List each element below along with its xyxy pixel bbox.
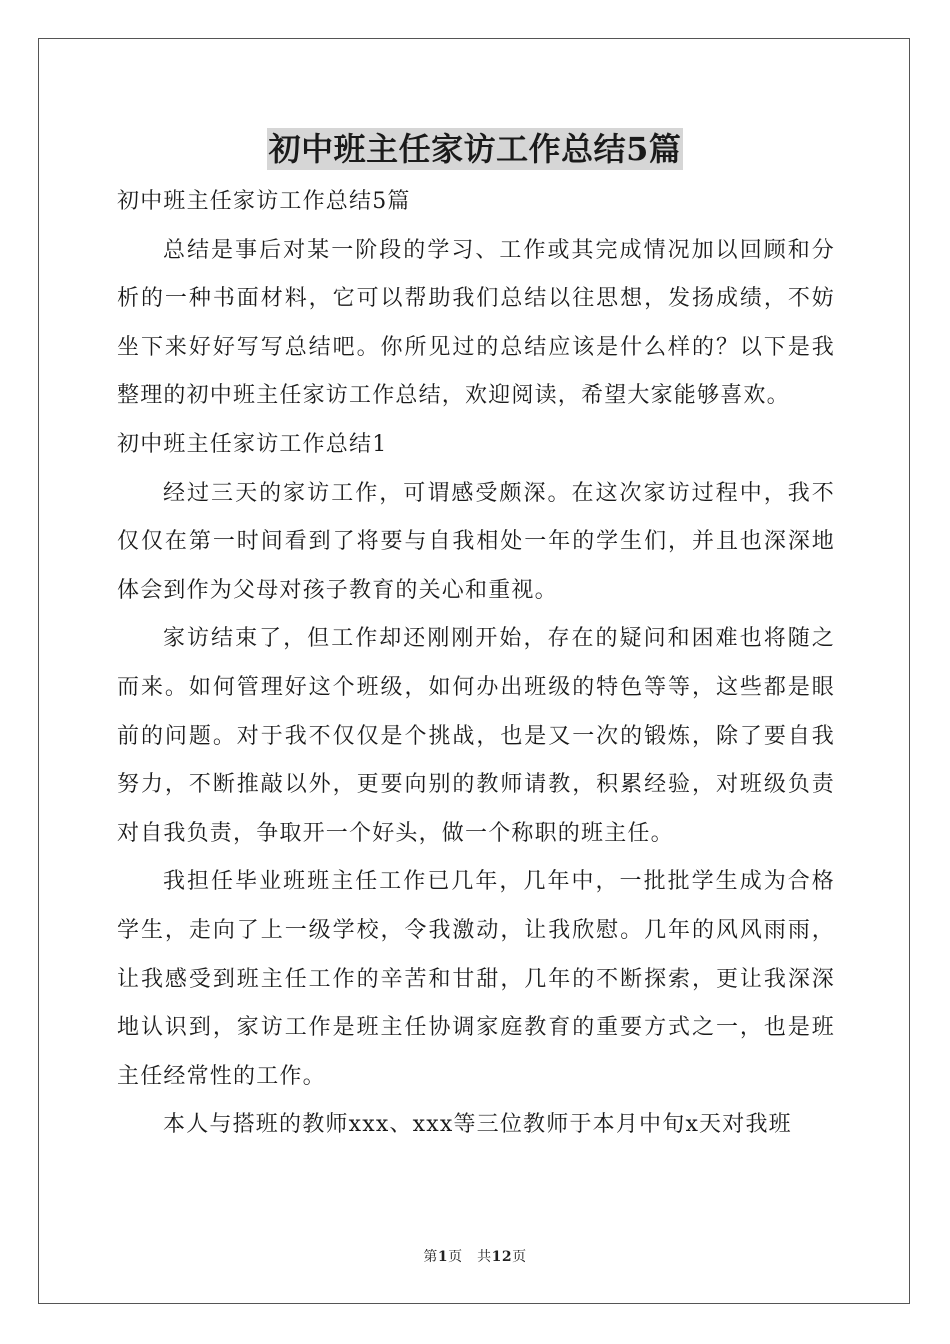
paragraph: 家访结束了，但工作却还刚刚开始，存在的疑问和困难也将随之而来。如何管理好这个班级，如何办出班级的特色等等，这些都是眼前的问题。对于我不仅仅是个挑战，也是又一次的锻炼，除了要自我努力，不断推敲以外，更要向别的教师请教，积累经验，对班级负责对自我负责，争取开一个好头，做一个称职的班主任。 <box>117 626 835 846</box>
footer-page-suffix: 页 共 <box>448 1249 492 1265</box>
paragraph-subtitle: 初中班主任家访工作总结5篇 <box>117 189 411 214</box>
section-heading-1: 初中班主任家访工作总结1 <box>117 431 388 457</box>
footer-page-number: 1 <box>437 1249 449 1265</box>
document-body <box>117 178 835 1150</box>
footer-total-pages: 12 <box>491 1249 513 1265</box>
document-title: 初中班主任家访工作总结5篇 <box>268 130 682 168</box>
footer-prefix: 第 <box>423 1249 438 1265</box>
paragraph: 本人与搭班的教师xxx、xxx等三位教师于本月中旬x天对我班 <box>163 1112 792 1138</box>
page-footer <box>0 1246 950 1266</box>
paragraph: 我担任毕业班班主任工作已几年，几年中，一批批学生成为合格学生，走向了上一级学校，令我激动，让我欣慰。几年的风风雨雨，让我感受到班主任工作的辛苦和甘甜，几年的不断探索，更让我深深地认识到，家访工作是班主任协调家庭教育的重要方式之一，也是班主任经常性的工作。 <box>117 869 835 1089</box>
paragraph-intro: 总结是事后对某一阶段的学习、工作或其完成情况加以回顾和分析的一种书面材料，它可以帮助我们总结以往思想，发扬成绩，不妨坐下来好好写写总结吧。你所见过的总结应该是什么样的？以下是我整理的初中班主任家访工作总结，欢迎阅读，希望大家能够喜欢。 <box>117 237 835 409</box>
title-wrap <box>0 128 950 170</box>
footer-total-suffix: 页 <box>512 1249 527 1265</box>
paragraph: 经过三天的家访工作，可谓感受颇深。在这次家访过程中，我不仅仅在第一时间看到了将要与自我相处一年的学生们，并且也深深地体会到作为父母对孩子教育的关心和重视。 <box>117 480 835 603</box>
